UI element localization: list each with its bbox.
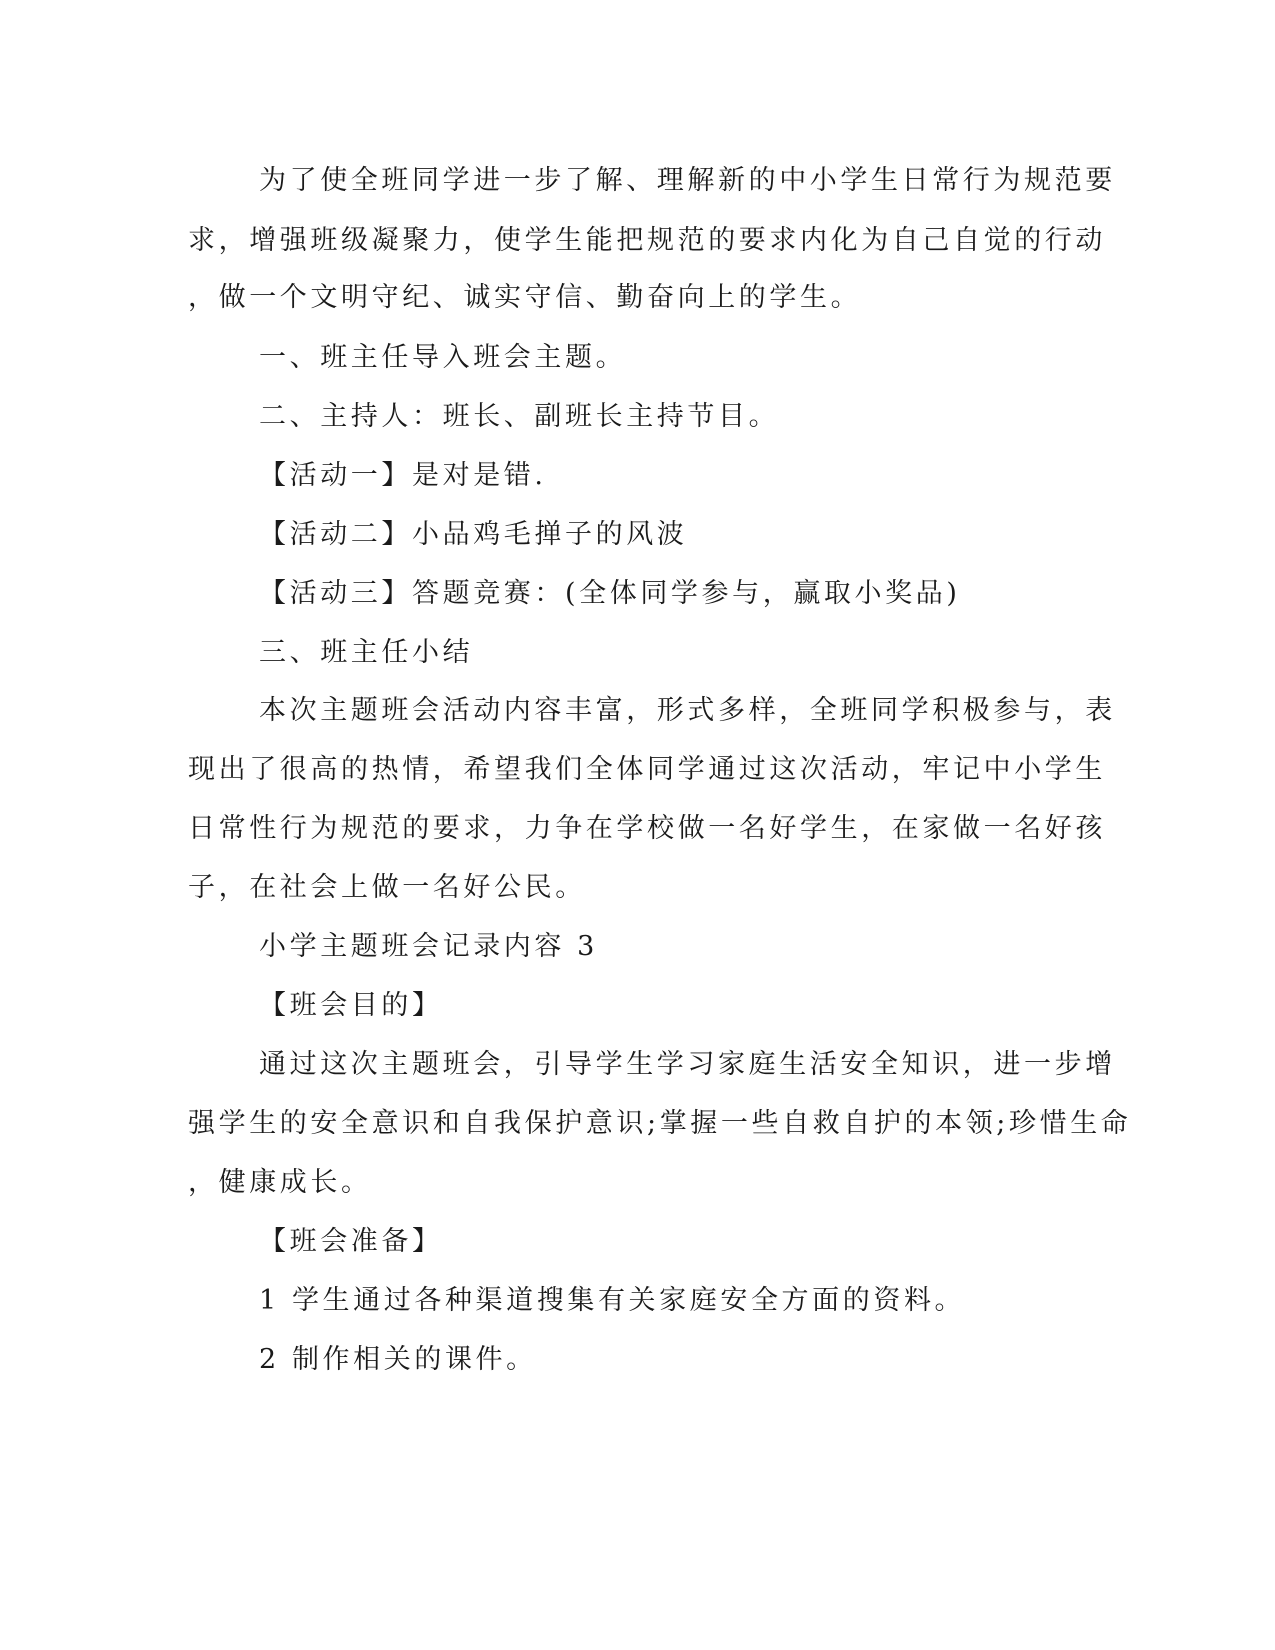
section-title: 小学主题班会记录内容 3 [259, 931, 598, 962]
summary-line-2: 现出了很高的热情，希望我们全体同学通过这次活动，牢记中小学生 [188, 754, 1106, 785]
summary-line-4: 子，在社会上做一名好公民。 [188, 872, 586, 903]
summary-line-3: 日常性行为规范的要求，力争在学校做一名好学生，在家做一名好孩 [188, 813, 1106, 844]
purpose-line-2: 强学生的安全意识和自我保护意识;掌握一些自救自护的本领;珍惜生命 [188, 1108, 1132, 1139]
preparation-heading: 【班会准备】 [259, 1226, 443, 1257]
purpose-heading: 【班会目的】 [259, 990, 443, 1021]
preparation-item-2: 2 制作相关的课件。 [259, 1344, 537, 1375]
purpose-line-3: ，健康成长。 [188, 1167, 372, 1198]
step-2-heading: 二、主持人：班长、副班长主持节目。 [259, 401, 780, 432]
paragraph-1-line-3: ，做一个文明守纪、诚实守信、勤奋向上的学生。 [188, 282, 862, 313]
activity-1: 【活动一】是对是错. [259, 460, 547, 491]
step-1-heading: 一、班主任导入班会主题。 [259, 342, 627, 373]
activity-3: 【活动三】答题竞赛：(全体同学参与，赢取小奖品) [259, 578, 961, 609]
paragraph-1-line-1: 为了使全班同学进一步了解、理解新的中小学生日常行为规范要 [259, 165, 1116, 196]
activity-2: 【活动二】小品鸡毛掸子的风波 [259, 519, 688, 550]
paragraph-1-line-2: 求，增强班级凝聚力，使学生能把规范的要求内化为自己自觉的行动 [188, 225, 1106, 256]
step-3-heading: 三、班主任小结 [259, 637, 474, 668]
preparation-item-1: 1 学生通过各种渠道搜集有关家庭安全方面的资料。 [259, 1285, 966, 1316]
summary-line-1: 本次主题班会活动内容丰富，形式多样，全班同学积极参与，表 [259, 695, 1116, 726]
purpose-line-1: 通过这次主题班会，引导学生学习家庭生活安全知识，进一步增 [259, 1049, 1116, 1080]
